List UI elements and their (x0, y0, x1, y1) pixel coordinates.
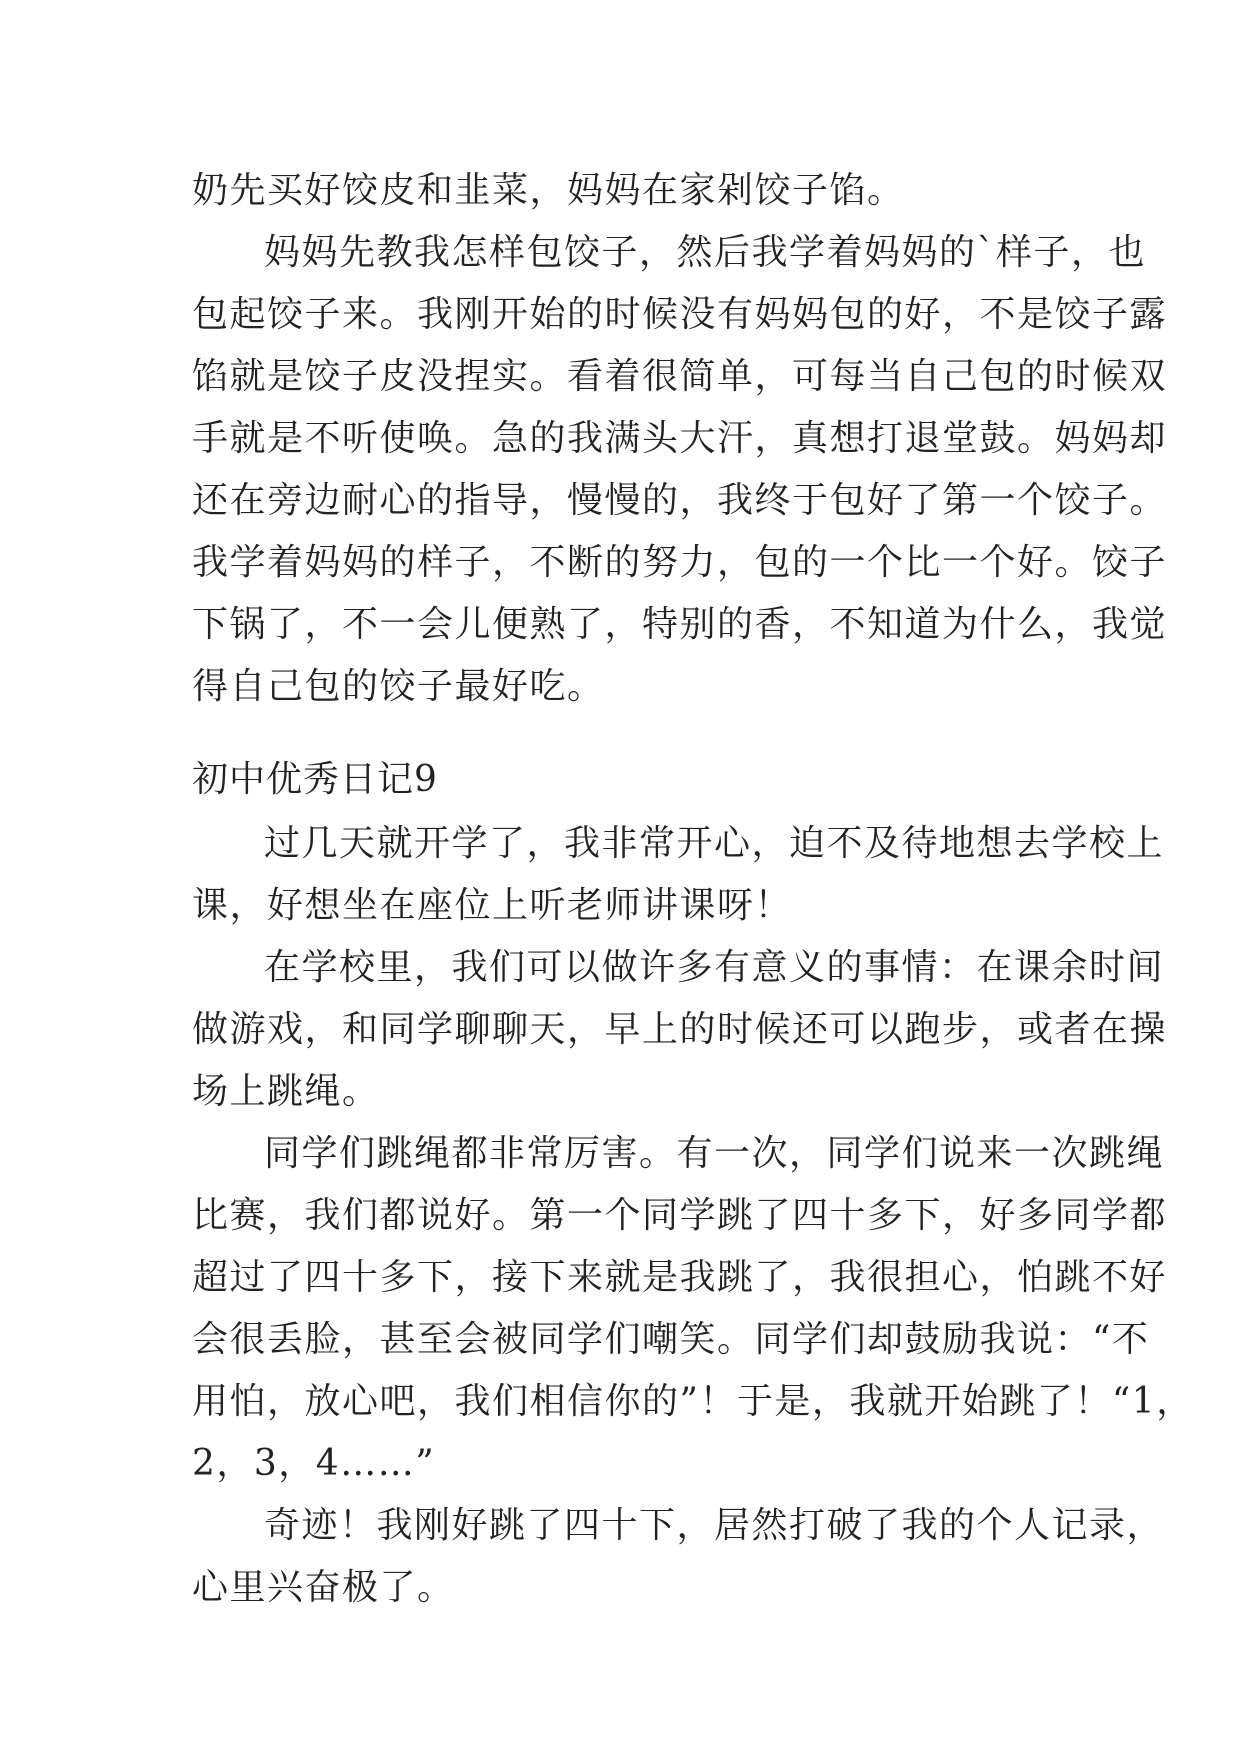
paragraph-line: 用怕，放心吧，我们相信你的”！于是，我就开始跳了！“1， (192, 1381, 1194, 1422)
section-continued-story (192, 160, 1168, 718)
paragraph-line: 超过了四十多下，接下来就是我跳了，我很担心，怕跳不好 (192, 1257, 1168, 1298)
paragraph-line: 2，3，4……” (192, 1443, 436, 1484)
paragraph-line: 过几天就开学了，我非常开心，迫不及待地想去学校上 (264, 823, 1165, 864)
paragraph-line: 会很丢脸，甚至会被同学们嘲笑。同学们却鼓励我说：“不 (192, 1319, 1150, 1360)
paragraph-line: 妈妈先教我怎样包饺子，然后我学着妈妈的`样子，也 (264, 232, 1147, 273)
paragraph-line: 手就是不听使唤。急的我满头大汗，真想打退堂鼓。妈妈却 (192, 418, 1168, 459)
diary-title: 初中优秀日记9 (192, 759, 438, 800)
section-diary-9 (192, 747, 1194, 1619)
paragraph-line: 场上跳绳。 (192, 1071, 380, 1112)
paragraph-line: 馅就是饺子皮没捏实。看着很简单，可每当自己包的时候双 (192, 356, 1168, 397)
paragraph-line: 奶先买好饺皮和韭菜，妈妈在家剁饺子馅。 (192, 170, 905, 211)
paragraph-line: 心里兴奋极了。 (192, 1567, 455, 1608)
paragraph-line: 课，好想坐在座位上听老师讲课呀！ (192, 885, 793, 926)
paragraph-line: 在学校里，我们可以做许多有意义的事情：在课余时间 (264, 947, 1165, 988)
paragraph-line: 我学着妈妈的样子，不断的努力，包的一个比一个好。饺子 (192, 542, 1168, 583)
paragraph-line: 下锅了，不一会儿便熟了，特别的香，不知道为什么，我觉 (192, 604, 1168, 645)
paragraph-line: 比赛，我们都说好。第一个同学跳了四十多下，好多同学都 (192, 1195, 1168, 1236)
paragraph-line: 得自己包的饺子最好吃。 (192, 666, 605, 707)
paragraph-line: 做游戏，和同学聊聊天，早上的时候还可以跑步，或者在操 (192, 1009, 1168, 1050)
paragraph-line: 包起饺子来。我刚开始的时候没有妈妈包的好，不是饺子露 (192, 294, 1168, 335)
paragraph-line: 同学们跳绳都非常厉害。有一次，同学们说来一次跳绳 (264, 1133, 1165, 1174)
paragraph-line: 奇迹！我刚好跳了四十下，居然打破了我的个人记录， (264, 1505, 1165, 1546)
paragraph-line: 还在旁边耐心的指导，慢慢的，我终于包好了第一个饺子。 (192, 480, 1168, 521)
